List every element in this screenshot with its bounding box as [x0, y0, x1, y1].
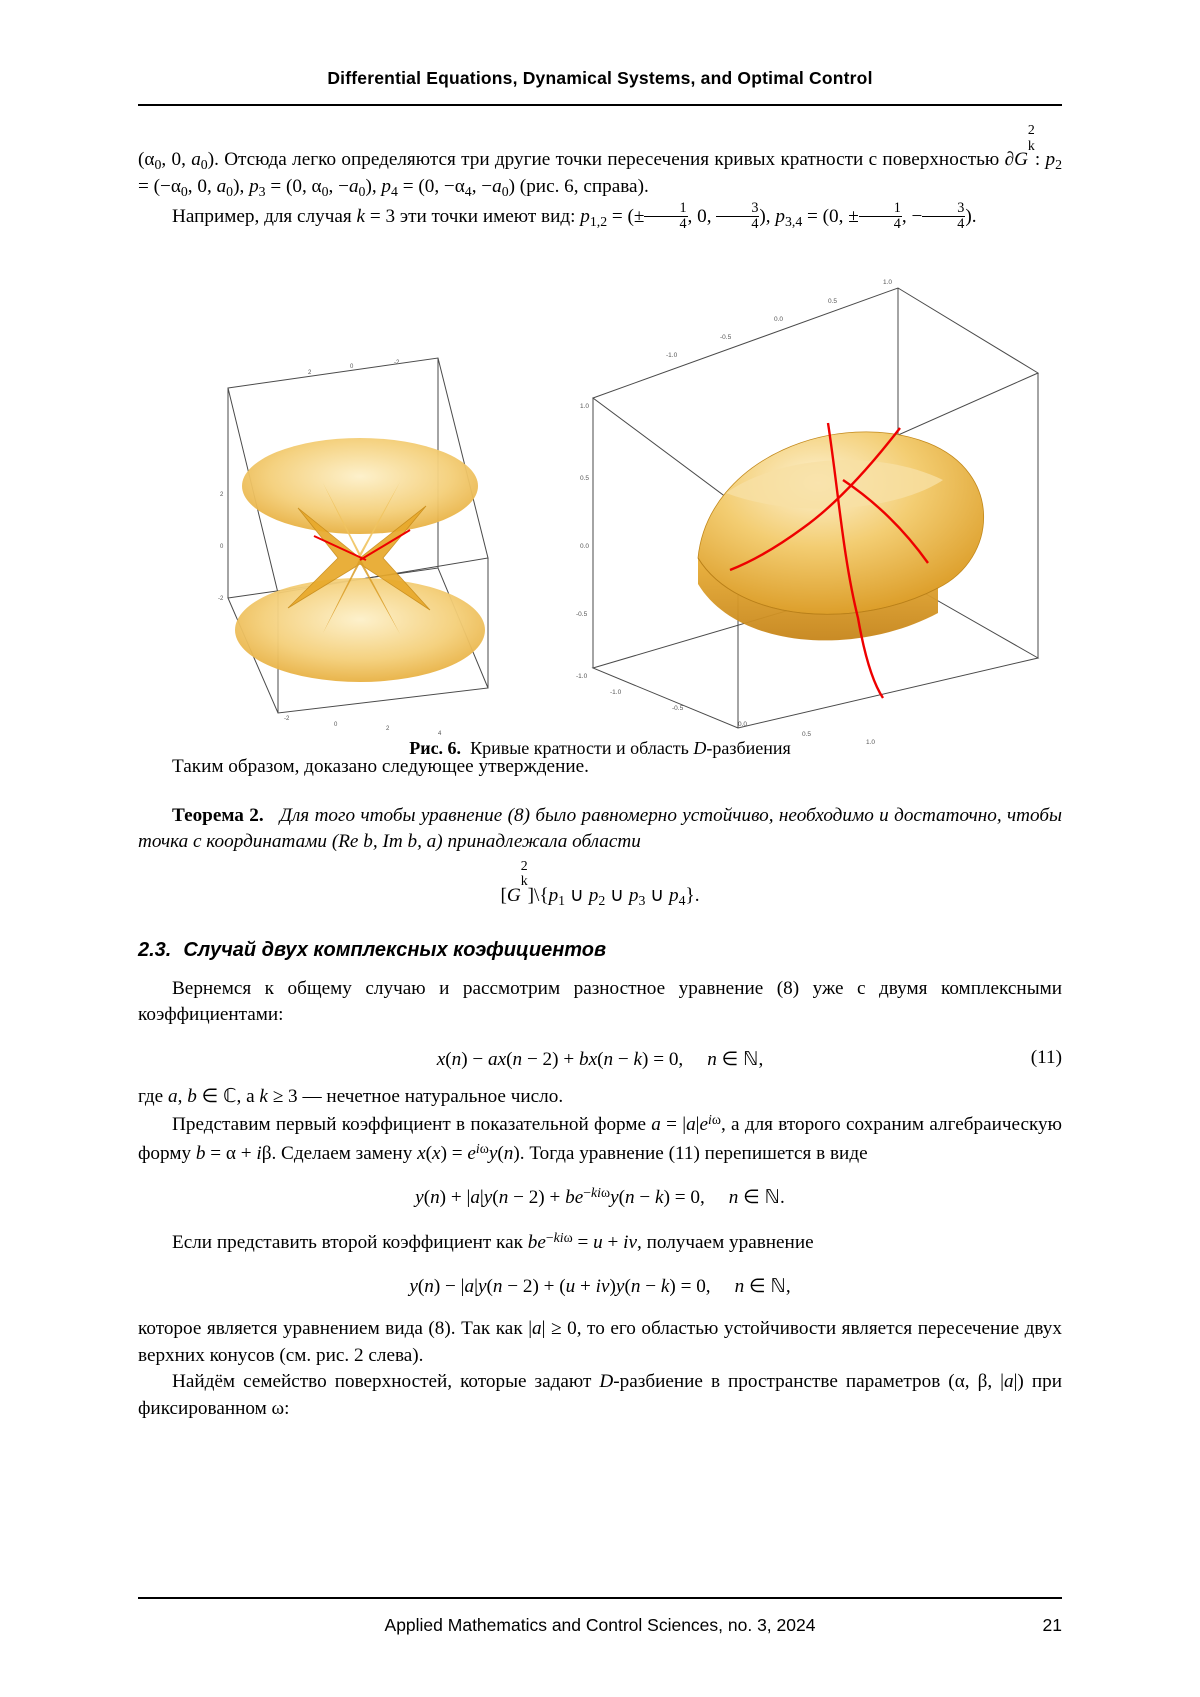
equation-theorem: [G 2 k ]$\backslash\{p_1$ ∪ $p_2$ ∪ $p_3$ ∪ $p_4$}.: [500, 857, 700, 908]
figure-6: [138, 258, 1062, 759]
equation-11-number: (11): [1030, 1046, 1062, 1068]
paragraph-9: Найдём семейство поверхностей, которые задают D-разбиение в пространстве параметров (α, β, |a|) при фиксированном ω:: [138, 1371, 1062, 1419]
paragraph-6: Представим первый коэффициент в показательной форме $a = |a|e^{i\omega}$, а для второго сохраним алгебраическую форму b = α + iβ. Сделаем замену $x(x) = e^{i\omega}y(n)$. Тогда уравнение (11) перепишется в виде: [138, 1112, 1062, 1164]
figure-6-graphic: [138, 258, 1062, 747]
footer-rule: [138, 1597, 1062, 1599]
equation-11: [138, 1047, 1062, 1071]
paragraph-7: Если представить второй коэффициент как $be^{-ki\omega} = u$ + iv, получаем уравнение: [172, 1229, 814, 1253]
figure-caption-text: Кривые кратности и область D-разбиения: [465, 738, 791, 759]
svg-text:-1.0: -1.0: [666, 352, 678, 360]
svg-text:-2: -2: [284, 716, 290, 723]
paragraph-3: Таким образом, доказано следующее утверждение.: [172, 756, 589, 778]
theorem-text: Для того чтобы уравнение (8) было равномерно устойчиво, необходимо и достаточно, чтобы точка с координатами (Re b, Im b, a) принадлежала области: [138, 804, 1063, 853]
paragraph-1: ($\alpha_0$, 0, $a_0$). Отсюда легко определяются три другие точки пересечения кривых кратности с поверхностью ∂G 2 k : $p_2 = (-\alpha_0$, 0, $a_0$), $p_3 = (0$, $\alpha_0$, $-a_0$), $p_4 = (0$, $-\alpha_4$, $-a_0$) (рис. 6, справа).: [138, 122, 1062, 200]
svg-text:-2: -2: [394, 360, 400, 367]
svg-text:0: 0: [220, 544, 224, 551]
svg-text:-0.5: -0.5: [672, 705, 684, 713]
svg-text:-0.5: -0.5: [720, 334, 732, 342]
svg-text:0: 0: [350, 364, 354, 371]
right-3d-plot: [576, 279, 1038, 746]
theorem-2: [138, 803, 1062, 856]
running-head: Differential Equations, Dynamical Systems, and Optimal Control: [327, 68, 873, 88]
equation-a: $y(n) + |a|y(n - 2) + be^{-ki\omega}y(n - k) = 0$, n ∈ ℕ.: [415, 1185, 785, 1209]
svg-text:0.0: 0.0: [738, 721, 748, 729]
svg-text:-1.0: -1.0: [576, 673, 588, 681]
svg-text:0.5: 0.5: [828, 298, 838, 306]
paragraph-2: Например, для случая k = 3 эти точки имеют вид: $p_{1,2}$ = (± $\frac{1}{4}$ , 0, $\frac{3}{4}$ ), $p_{3,4} = (0$, ± $\frac{1}{4}$ , − $\frac{3}{4}$ ).: [172, 200, 977, 233]
svg-text:1.0: 1.0: [580, 403, 590, 411]
svg-text:0.5: 0.5: [580, 475, 590, 483]
equation-b: y(n) − |a|y(n − 2) + (u + iv)y(n − k) = 0, n ∈ ℕ,: [409, 1276, 791, 1298]
svg-text:0.0: 0.0: [580, 543, 590, 551]
svg-text:-2: -2: [218, 596, 224, 603]
left-3d-plot: [218, 358, 488, 737]
svg-text:-1.0: -1.0: [610, 689, 622, 697]
svg-text:0: 0: [334, 722, 338, 729]
svg-text:1.0: 1.0: [866, 739, 876, 747]
footer-journal: Applied Mathematics and Control Sciences, no. 3, 2024: [384, 1615, 816, 1635]
svg-text:2: 2: [308, 370, 312, 377]
figure-caption: [138, 738, 1062, 759]
svg-text:0.5: 0.5: [802, 731, 812, 739]
footer-page-number: 21: [1042, 1615, 1062, 1635]
paragraph-4: Вернемся к общему случаю и рассмотрим разностное уравнение (8) уже с двумя комплексными коэффициентами:: [138, 977, 1062, 1026]
page-content: [138, 0, 1062, 1697]
svg-text:4: 4: [438, 731, 442, 738]
paragraph-5: где a, b ∈ ℂ, а k ≥ 3 — нечетное натуральное число.: [138, 1085, 564, 1107]
header-rule: [138, 104, 1062, 106]
svg-text:2: 2: [220, 492, 224, 499]
figure-caption-label: Рис. 6.: [409, 738, 462, 759]
svg-text:2: 2: [386, 726, 390, 733]
svg-text:-0.5: -0.5: [576, 611, 588, 619]
page-footer: [138, 1615, 1062, 1639]
svg-text:1.0: 1.0: [883, 279, 893, 287]
equation-11-body: x(n) − ax(n − 2) + bx(n − k) = 0, n ∈ ℕ,: [436, 1048, 764, 1070]
section-title: Случай двух комплексных коэфициентов: [183, 938, 607, 961]
body-text: [138, 122, 1063, 1422]
paragraph-8: которое является уравнением вида (8). Так как |a| ≥ 0, то его областью устойчивости является пересечение двух верхних конусов (см. рис. 2 слева).: [138, 1318, 1062, 1366]
theorem-label: Теорема 2.: [172, 804, 264, 826]
section-number: 2.3.: [138, 938, 172, 961]
svg-text:0.0: 0.0: [774, 316, 784, 324]
section-heading-2-3: [138, 939, 1062, 962]
